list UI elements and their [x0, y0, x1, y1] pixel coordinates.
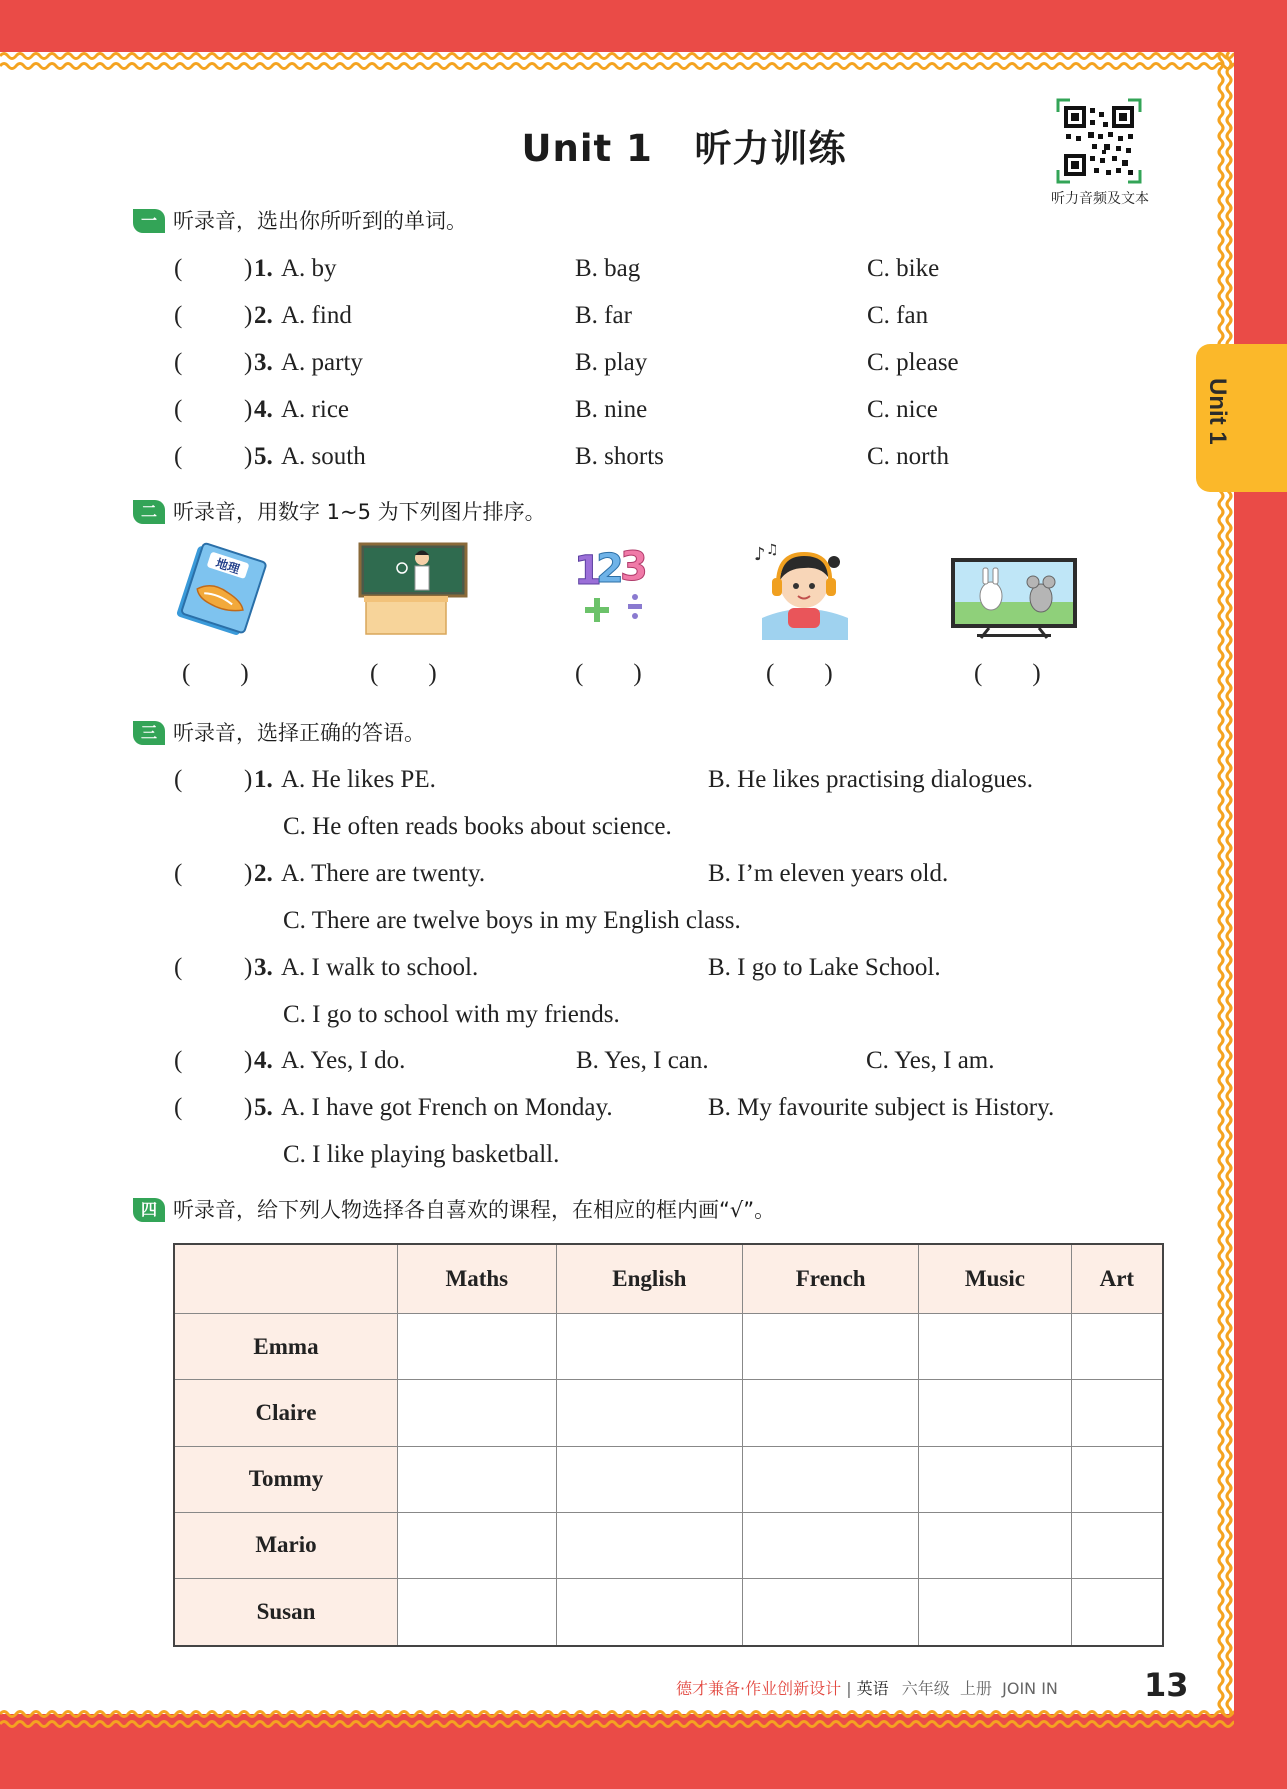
question-number: 4.	[254, 1047, 273, 1074]
answer-paren-close: )	[244, 443, 253, 470]
svg-text:♫: ♫	[766, 542, 779, 558]
picture-2-answer-paren[interactable]: ( )	[370, 660, 437, 687]
s1-question-1	[0, 253, 1180, 285]
section-4-badge: 四	[133, 1198, 165, 1222]
table-row	[174, 1512, 1163, 1578]
column-header: Art	[1071, 1244, 1163, 1314]
section-2-title: 听录音，用数字 1~5 为下列图片排序。	[173, 500, 546, 524]
footer-brand: 德才兼备·作业创新设计	[676, 1679, 842, 1698]
option-b: B. bag	[575, 255, 641, 282]
check-cell[interactable]	[556, 1446, 743, 1512]
option-b: B. shorts	[575, 443, 664, 470]
check-cell[interactable]	[919, 1380, 1071, 1446]
option-a: A. There are twenty.	[281, 860, 486, 887]
section-3-header	[133, 718, 733, 748]
option-b: B. My favourite subject is History.	[708, 1094, 1055, 1121]
question-number: 2.	[254, 860, 273, 887]
question-number: 5.	[254, 443, 273, 470]
section-4-header	[133, 1195, 1033, 1225]
check-cell[interactable]	[1071, 1512, 1163, 1578]
unit-side-tab-label: Unit 1	[1204, 378, 1231, 445]
check-cell[interactable]	[1071, 1579, 1163, 1646]
teacher-blackboard-icon	[358, 540, 468, 640]
table-row	[174, 1380, 1163, 1446]
girl-headphones-icon	[752, 540, 856, 644]
table-row	[174, 1579, 1163, 1646]
option-b: B. I’m eleven years old.	[708, 860, 949, 887]
check-cell[interactable]	[919, 1579, 1071, 1646]
s3-question-1	[0, 764, 1180, 796]
option-a: A. by	[281, 255, 337, 282]
option-c: C. I go to school with my friends.	[283, 1001, 620, 1028]
table-row	[174, 1314, 1163, 1380]
check-cell[interactable]	[398, 1380, 557, 1446]
answer-paren-open[interactable]: (	[174, 302, 183, 329]
section-1-badge: 一	[133, 209, 165, 233]
geography-book-icon	[170, 540, 270, 640]
subject-preference-table	[173, 1243, 1164, 1647]
section-2-badge: 二	[133, 500, 165, 524]
s1-question-3	[0, 347, 1180, 379]
check-cell[interactable]	[919, 1446, 1071, 1512]
table-row	[174, 1446, 1163, 1512]
page-number: 13	[1144, 1666, 1189, 1704]
check-cell[interactable]	[398, 1512, 557, 1578]
option-a: A. south	[281, 443, 366, 470]
student-name: Emma	[174, 1314, 398, 1380]
check-cell[interactable]	[743, 1314, 919, 1380]
top-wave-border	[0, 44, 1234, 84]
picture-4-answer-paren[interactable]: ( )	[766, 660, 833, 687]
footer-grade: 六年级 上册 JOIN IN	[901, 1679, 1058, 1698]
option-b: B. I go to Lake School.	[708, 954, 941, 981]
question-number: 5.	[254, 1094, 273, 1121]
question-number: 3.	[254, 954, 273, 981]
answer-paren-open[interactable]: (	[174, 1094, 183, 1121]
option-c: C. nice	[867, 396, 938, 423]
column-header: English	[556, 1244, 743, 1314]
book-label: 地理	[214, 555, 242, 577]
s1-question-5	[0, 441, 1180, 473]
check-cell[interactable]	[743, 1446, 919, 1512]
answer-paren-open[interactable]: (	[174, 954, 183, 981]
option-a: A. He likes PE.	[281, 766, 436, 793]
option-a: A. Yes, I do.	[281, 1047, 406, 1074]
option-c: C. fan	[867, 302, 929, 329]
question-number: 1.	[254, 766, 273, 793]
question-number: 1.	[254, 255, 273, 282]
student-name: Susan	[174, 1579, 398, 1646]
column-header: Music	[919, 1244, 1071, 1314]
option-a: A. find	[281, 302, 352, 329]
qr-caption: 听力音频及文本	[1051, 191, 1149, 207]
option-b: B. far	[575, 302, 632, 329]
svg-text:♪: ♪	[754, 544, 766, 565]
question-number: 4.	[254, 396, 273, 423]
answer-paren-open[interactable]: (	[174, 1047, 183, 1074]
numbers-math-icon	[572, 540, 662, 640]
qr-code-icon[interactable]	[1056, 98, 1142, 184]
check-cell[interactable]	[1071, 1314, 1163, 1380]
answer-paren-open[interactable]: (	[174, 255, 183, 282]
check-cell[interactable]	[398, 1314, 557, 1380]
section-1-header	[133, 206, 733, 236]
answer-paren-close: )	[244, 766, 253, 793]
student-name: Tommy	[174, 1446, 398, 1512]
section-2-header	[133, 497, 733, 527]
check-cell[interactable]	[1071, 1446, 1163, 1512]
s3-question-4	[0, 1045, 1180, 1077]
footer	[676, 1676, 1058, 1699]
answer-paren-close: )	[244, 302, 253, 329]
option-c: C. Yes, I am.	[866, 1047, 995, 1074]
option-c: C. north	[867, 443, 949, 470]
section-4-title: 听录音，给下列人物选择各自喜欢的课程，在相应的框内画“√”。	[173, 1198, 776, 1222]
option-b: B. play	[575, 349, 648, 376]
answer-paren-open[interactable]: (	[174, 443, 183, 470]
check-cell[interactable]	[556, 1579, 743, 1646]
s1-question-4	[0, 394, 1180, 426]
student-name: Claire	[174, 1380, 398, 1446]
column-header: Maths	[398, 1244, 557, 1314]
picture-1-answer-paren[interactable]: ( )	[182, 660, 249, 687]
section-3-title: 听录音，选择正确的答语。	[173, 721, 425, 745]
check-cell[interactable]	[919, 1314, 1071, 1380]
check-cell[interactable]	[556, 1380, 743, 1446]
option-b: B. nine	[575, 396, 648, 423]
s3-question-3	[0, 952, 1180, 984]
answer-paren-close: )	[244, 860, 253, 887]
table-header-row	[174, 1244, 1163, 1314]
svg-text:1: 1	[574, 548, 602, 594]
svg-text:3: 3	[620, 544, 648, 590]
check-cell[interactable]	[919, 1512, 1071, 1578]
option-a: A. I have got French on Monday.	[281, 1094, 613, 1121]
check-cell[interactable]	[1071, 1380, 1163, 1446]
question-number: 2.	[254, 302, 273, 329]
tv-cartoon-icon	[949, 540, 1079, 640]
answer-paren-close: )	[244, 1094, 253, 1121]
answer-paren-open[interactable]: (	[174, 396, 183, 423]
s3-question-5-option-c-row	[0, 1139, 1180, 1171]
s3-question-1-option-c-row	[0, 811, 1180, 843]
s3-question-2-option-c-row	[0, 905, 1180, 937]
option-c: C. He often reads books about science.	[283, 813, 672, 840]
check-cell[interactable]	[556, 1512, 743, 1578]
s3-question-5	[0, 1092, 1180, 1124]
answer-paren-close: )	[244, 954, 253, 981]
answer-paren-close: )	[244, 396, 253, 423]
picture-3-answer-paren[interactable]: ( )	[575, 660, 642, 687]
section-3-badge: 三	[133, 721, 165, 745]
s1-question-2	[0, 300, 1180, 332]
check-cell[interactable]	[743, 1380, 919, 1446]
check-cell[interactable]	[743, 1579, 919, 1646]
section-1-title: 听录音，选出你所听到的单词。	[173, 209, 467, 233]
option-a: A. rice	[281, 396, 350, 423]
check-cell[interactable]	[398, 1579, 557, 1646]
student-name: Mario	[174, 1512, 398, 1578]
answer-paren-open[interactable]: (	[174, 766, 183, 793]
option-c: C. bike	[867, 255, 940, 282]
table-corner-cell	[174, 1244, 398, 1314]
right-wave-border	[1214, 52, 1236, 1714]
answer-paren-close: )	[244, 349, 253, 376]
option-c: C. I like playing basketball.	[283, 1141, 560, 1168]
page-title: Unit 1 听力训练	[521, 127, 847, 170]
footer-divider: |	[846, 1679, 857, 1698]
footer-subject: 英语	[856, 1679, 889, 1698]
option-a: A. party	[281, 349, 363, 376]
check-cell[interactable]	[398, 1446, 557, 1512]
answer-paren-close: )	[244, 1047, 253, 1074]
option-c: C. please	[867, 349, 959, 376]
check-cell[interactable]	[743, 1512, 919, 1578]
s3-question-2	[0, 858, 1180, 890]
svg-text:2: 2	[596, 546, 624, 592]
option-b: B. Yes, I can.	[576, 1047, 709, 1074]
check-cell[interactable]	[556, 1314, 743, 1380]
answer-paren-close: )	[244, 255, 253, 282]
bottom-wave-border	[0, 1700, 1234, 1740]
answer-paren-open[interactable]: (	[174, 860, 183, 887]
question-number: 3.	[254, 349, 273, 376]
answer-paren-open[interactable]: (	[174, 349, 183, 376]
option-b: B. He likes practising dialogues.	[708, 766, 1033, 793]
picture-5-answer-paren[interactable]: ( )	[974, 660, 1041, 687]
option-c: C. There are twelve boys in my English class.	[283, 907, 741, 934]
option-a: A. I walk to school.	[281, 954, 479, 981]
column-header: French	[743, 1244, 919, 1314]
s3-question-3-option-c-row	[0, 999, 1180, 1031]
